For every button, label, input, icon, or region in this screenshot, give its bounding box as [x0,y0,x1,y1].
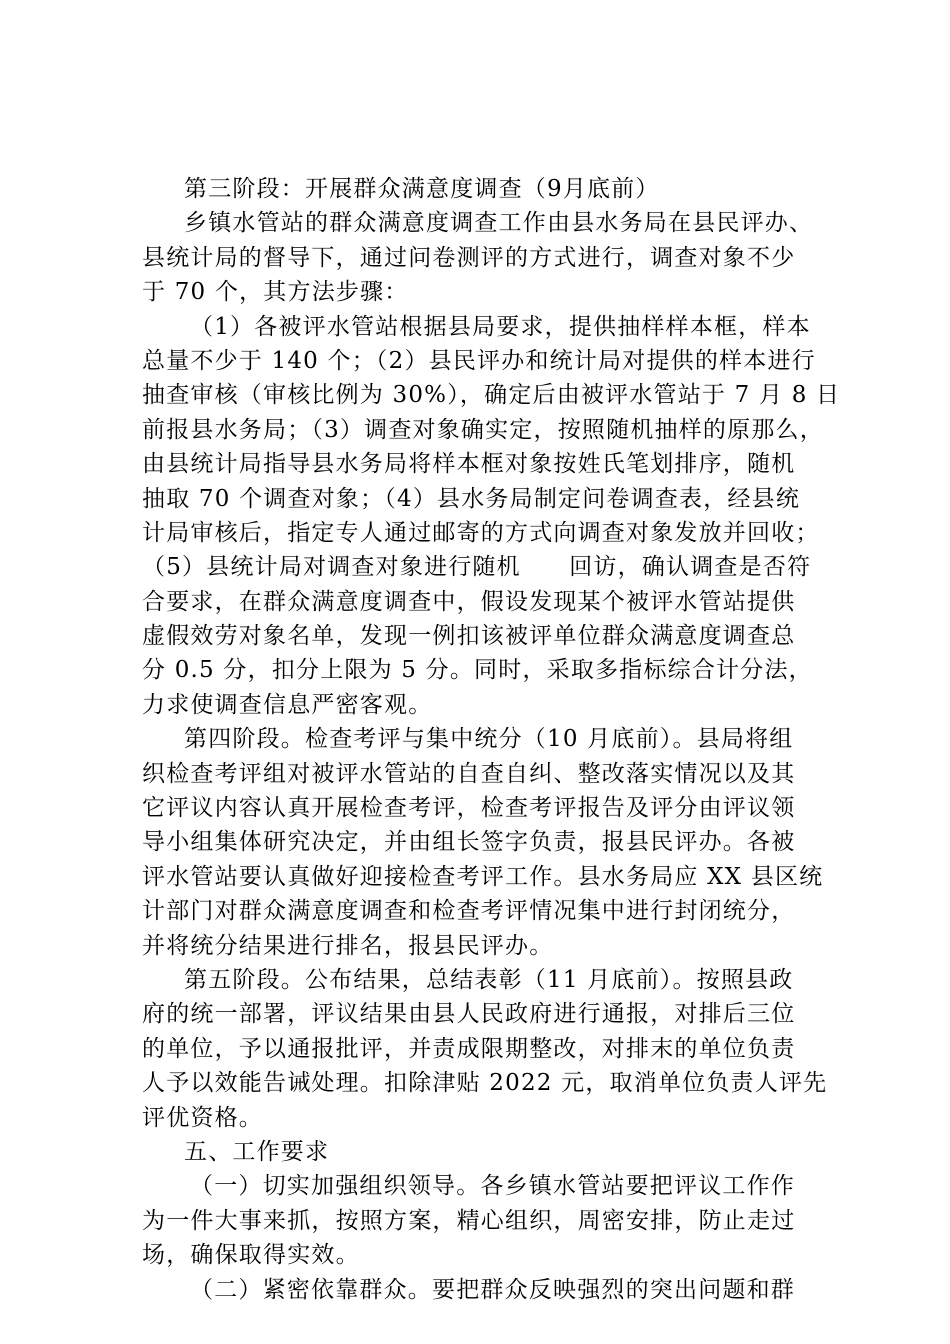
paragraph-line: 评优资格。 [142,1104,263,1131]
paragraph-line: 于 70 个，其方法步骤： [142,279,409,306]
paragraph-line: 分 0.5 分，扣分上限为 5 分。同时，采取多指标综合计分法， [142,657,813,684]
paragraph-line: 虚假效劳对象名单，发现一例扣该被评单位群众满意度调查总 [142,623,796,650]
section-heading-work-requirements: 五、工作要求 [184,1138,330,1165]
paragraph-line: 为一件大事来抓，按照方案，精心组织，周密安排，防止走过 [142,1207,796,1234]
paragraph-line: 并将统分结果进行排名，报县民评办。 [142,932,554,959]
paragraph-line: 场，确保取得实效。 [142,1242,360,1269]
paragraph-line: 评水管站要认真做好迎接检查考评工作。县水务局应 XX 县区统 [142,863,824,890]
paragraph-line: 县统计局的督导下，通过问卷测评的方式进行，调查对象不少 [142,244,796,271]
paragraph-line: 它评议内容认真开展检查考评，检查考评报告及评分由评议领 [142,795,796,822]
paragraph-line: 合要求，在群众满意度调查中，假设发现某个被评水管站提供 [142,588,796,615]
heading-stage-four: 第四阶段。检查考评与集中统分（10 月底前）。县局将组 [184,726,794,753]
document-body [142,172,842,1307]
heading-stage-three: 第三阶段：开展群众满意度调查（9月底前） [184,176,660,202]
paragraph-line: 前报县水务局；（3）调查对象确实定，按照随机抽样的原那么， [142,416,824,443]
paragraph-line: （5）县统计局对调查对象进行随机 回访，确认调查是否符 [142,554,812,581]
paragraph-line: 抽取 70 个调查对象；（4）县水务局制定问卷调查表，经县统 [142,485,801,512]
paragraph-line: （二）紧密依靠群众。要把群众反映强烈的突出问题和群 [190,1276,795,1303]
paragraph-line: 由县统计局指导县水务局将样本框对象按姓氏笔划排序，随机 [142,451,796,478]
paragraph-line: （1）各被评水管站根据县局要求，提供抽样样本框，样本 [190,313,811,340]
paragraph-line: 织检查考评组对被评水管站的自查自纠、整改落实情况以及其 [142,760,796,787]
paragraph-line: 计局审核后，指定专人通过邮寄的方式向调查对象发放并回收； [142,519,820,546]
paragraph-line: 力求使调查信息严密客观。 [142,691,433,718]
paragraph-line: 计部门对群众满意度调查和检查考评情况集中进行封闭统分， [142,898,796,925]
paragraph-line: 人予以效能告诫处理。扣除津贴 2022 元，取消单位负责人评先 [142,1070,828,1097]
paragraph-line: 的单位，予以通报批评，并责成限期整改，对排末的单位负责 [142,1035,796,1062]
paragraph-line: 导小组集体研究决定，并由组长签字负责，报县民评办。各被 [142,829,796,856]
paragraph-line: 抽查审核（审核比例为 30%），确定后由被评水管站于 7 月 8 日 [142,382,841,409]
paragraph-line: 总量不少于 140 个；（2）县民评办和统计局对提供的样本进行 [142,347,816,374]
heading-stage-five: 第五阶段。公布结果，总结表彰（11 月底前）。按照县政 [184,966,794,993]
paragraph-line: 乡镇水管站的群众满意度调查工作由县水务局在县民评办、 [184,210,814,237]
paragraph-line: 府的统一部署，评议结果由县人民政府进行通报，对排后三位 [142,1001,796,1028]
paragraph-line: （一）切实加强组织领导。各乡镇水管站要把评议工作作 [190,1173,795,1200]
